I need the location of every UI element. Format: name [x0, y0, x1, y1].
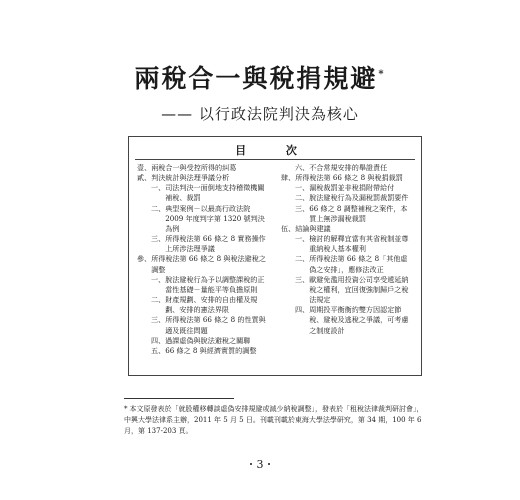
footnote [124, 404, 424, 437]
footnote-text: 本文原發表於「就股權移轉談虛偽安排規避或減少納稅調整」，發表於「租稅法律裁判研討會」，中興大學法律系主辦，2011 年 5 月 5 日。刊載刊載於東海大學法學研究，第 34 期，100 年 6 月，第 137-203 頁。 [124, 405, 424, 435]
toc-entry [281, 234, 411, 254]
toc-entry [137, 275, 267, 295]
toc-entry-text: 檢討的解釋宜當有其省稅制並尊重納稅人基本權利 [309, 234, 409, 254]
toc-entry-text: 66 條之 8 與經濟實質的調整 [165, 345, 257, 355]
toc-heading: 目 次 [235, 144, 315, 157]
toc-entry-number: 三、 [151, 234, 166, 244]
toc-entry-text: 脫法避稅行為及漏稅罰裁罰要件 [309, 193, 409, 203]
toc-entry [281, 163, 411, 173]
toc-entry [281, 204, 411, 224]
toc-entry [281, 193, 411, 203]
title-text: 兩稅合一與稅捐規避 [134, 64, 378, 93]
toc-entry-text: 結論與建議 [295, 223, 331, 233]
toc-entry-number: 壹、 [137, 163, 152, 172]
page-subtitle: —— 以行政法院判決為核心 [161, 105, 359, 123]
toc-entry-text: 所得稅法第 66 條之 8 與稅捐裁罰 [295, 173, 403, 183]
toc-entry [281, 275, 411, 305]
toc-entry-text: 所得稅法第 66 條之 8 的性質與適及既往問題 [165, 315, 266, 335]
toc-entry [281, 173, 411, 183]
table-of-contents [128, 136, 422, 376]
toc-entry [281, 254, 411, 274]
toc-entry-number: 一、 [151, 183, 166, 193]
toc-entry-number: 一、 [295, 234, 310, 244]
toc-entry [137, 183, 267, 203]
toc-entry [281, 305, 411, 335]
toc-left-column [137, 163, 267, 356]
page-number: ・3・ [245, 458, 275, 471]
footnote-mark: * [124, 405, 128, 413]
toc-entry-number: 貳、 [137, 173, 152, 183]
toc-entry [137, 336, 267, 346]
toc-entry-number: 三、 [295, 203, 310, 213]
toc-entry-number: 二、 [151, 295, 166, 305]
toc-entry-text: 所得稅法第 66 條之 8 實務操作上所涉法理爭議 [165, 234, 266, 254]
toc-entry [281, 183, 411, 193]
toc-entry-number: 二、 [295, 254, 310, 264]
toc-entry-number: 三、 [295, 274, 310, 284]
toc-entry [137, 204, 267, 234]
toc-entry-text: 漏稅裁罰並非稅捐附帶給付 [309, 183, 395, 193]
toc-entry-number: 肆、 [281, 173, 296, 183]
toc-entry-number: 二、 [295, 193, 310, 203]
footnote-divider [124, 398, 234, 399]
toc-entry [281, 224, 411, 234]
toc-entry-text: 所得稅法第 66 條之 8 與稅法避稅之調整 [151, 254, 266, 274]
toc-entry-text: 所得稅法第 66 條之 8「其他虛偽之安排」，應修法改正 [309, 254, 408, 274]
toc-entry-number: 一、 [151, 274, 166, 284]
toc-entry-text: 司法判決一面倒地支持稽徵機關補稅、裁罰 [165, 183, 265, 203]
toc-entry-number: 四、 [295, 305, 310, 315]
toc-entry [137, 254, 267, 274]
toc-entry-text: 過課虛偽與脫法避稅之關聯 [165, 335, 251, 345]
toc-entry-number: 伍、 [281, 223, 296, 233]
toc-entry-number: 四、 [151, 335, 166, 345]
toc-entry-text: 典型案例－以最高行政法院 2009 年度判字第 1320 號判決為例 [165, 203, 265, 233]
toc-entry [137, 173, 267, 183]
toc-entry [137, 163, 267, 173]
toc-entry [137, 315, 267, 335]
toc-right-column [281, 163, 411, 336]
toc-entry-number: 三、 [151, 315, 166, 325]
toc-entry-number: 六、 [295, 163, 310, 172]
toc-entry-number: 五、 [151, 345, 166, 355]
toc-entry [137, 346, 267, 356]
toc-entry-text: 周期投平衡衡約雙方因認定節稅、避稅及逃稅之爭議，可考慮之制度設計 [309, 305, 409, 335]
toc-entry-text: 歐避免濫用投資公司享受遞延納稅之權利，宜回復強制歸戶之稅法規定 [309, 274, 409, 305]
toc-entry [137, 234, 267, 254]
toc-entry-text: 判決統計與法理爭議分析 [151, 173, 230, 183]
toc-entry-text: 兩稅合一與受控所得的糾葛 [151, 163, 237, 172]
toc-divider [135, 159, 415, 160]
toc-entry-number: 一、 [295, 183, 310, 193]
toc-entry-text: 不合常規安排的舉證責任 [309, 163, 388, 172]
toc-entry-number: 二、 [151, 203, 166, 213]
title-footnote-mark: * [378, 69, 386, 80]
toc-entry [137, 295, 267, 315]
toc-entry-text: 財產規劃、安排的自由權及規劃、安排的憲法界限 [165, 295, 258, 315]
toc-entry-text: 66 條之 8 調整補稅之案件，本質上無涉漏稅裁罰 [309, 203, 408, 223]
toc-entry-text: 脫法避稅行為予以調整課稅的正當性基礎－量能平等負擔原則 [165, 274, 265, 294]
toc-entry-number: 參、 [137, 254, 152, 264]
page-title [0, 64, 520, 94]
